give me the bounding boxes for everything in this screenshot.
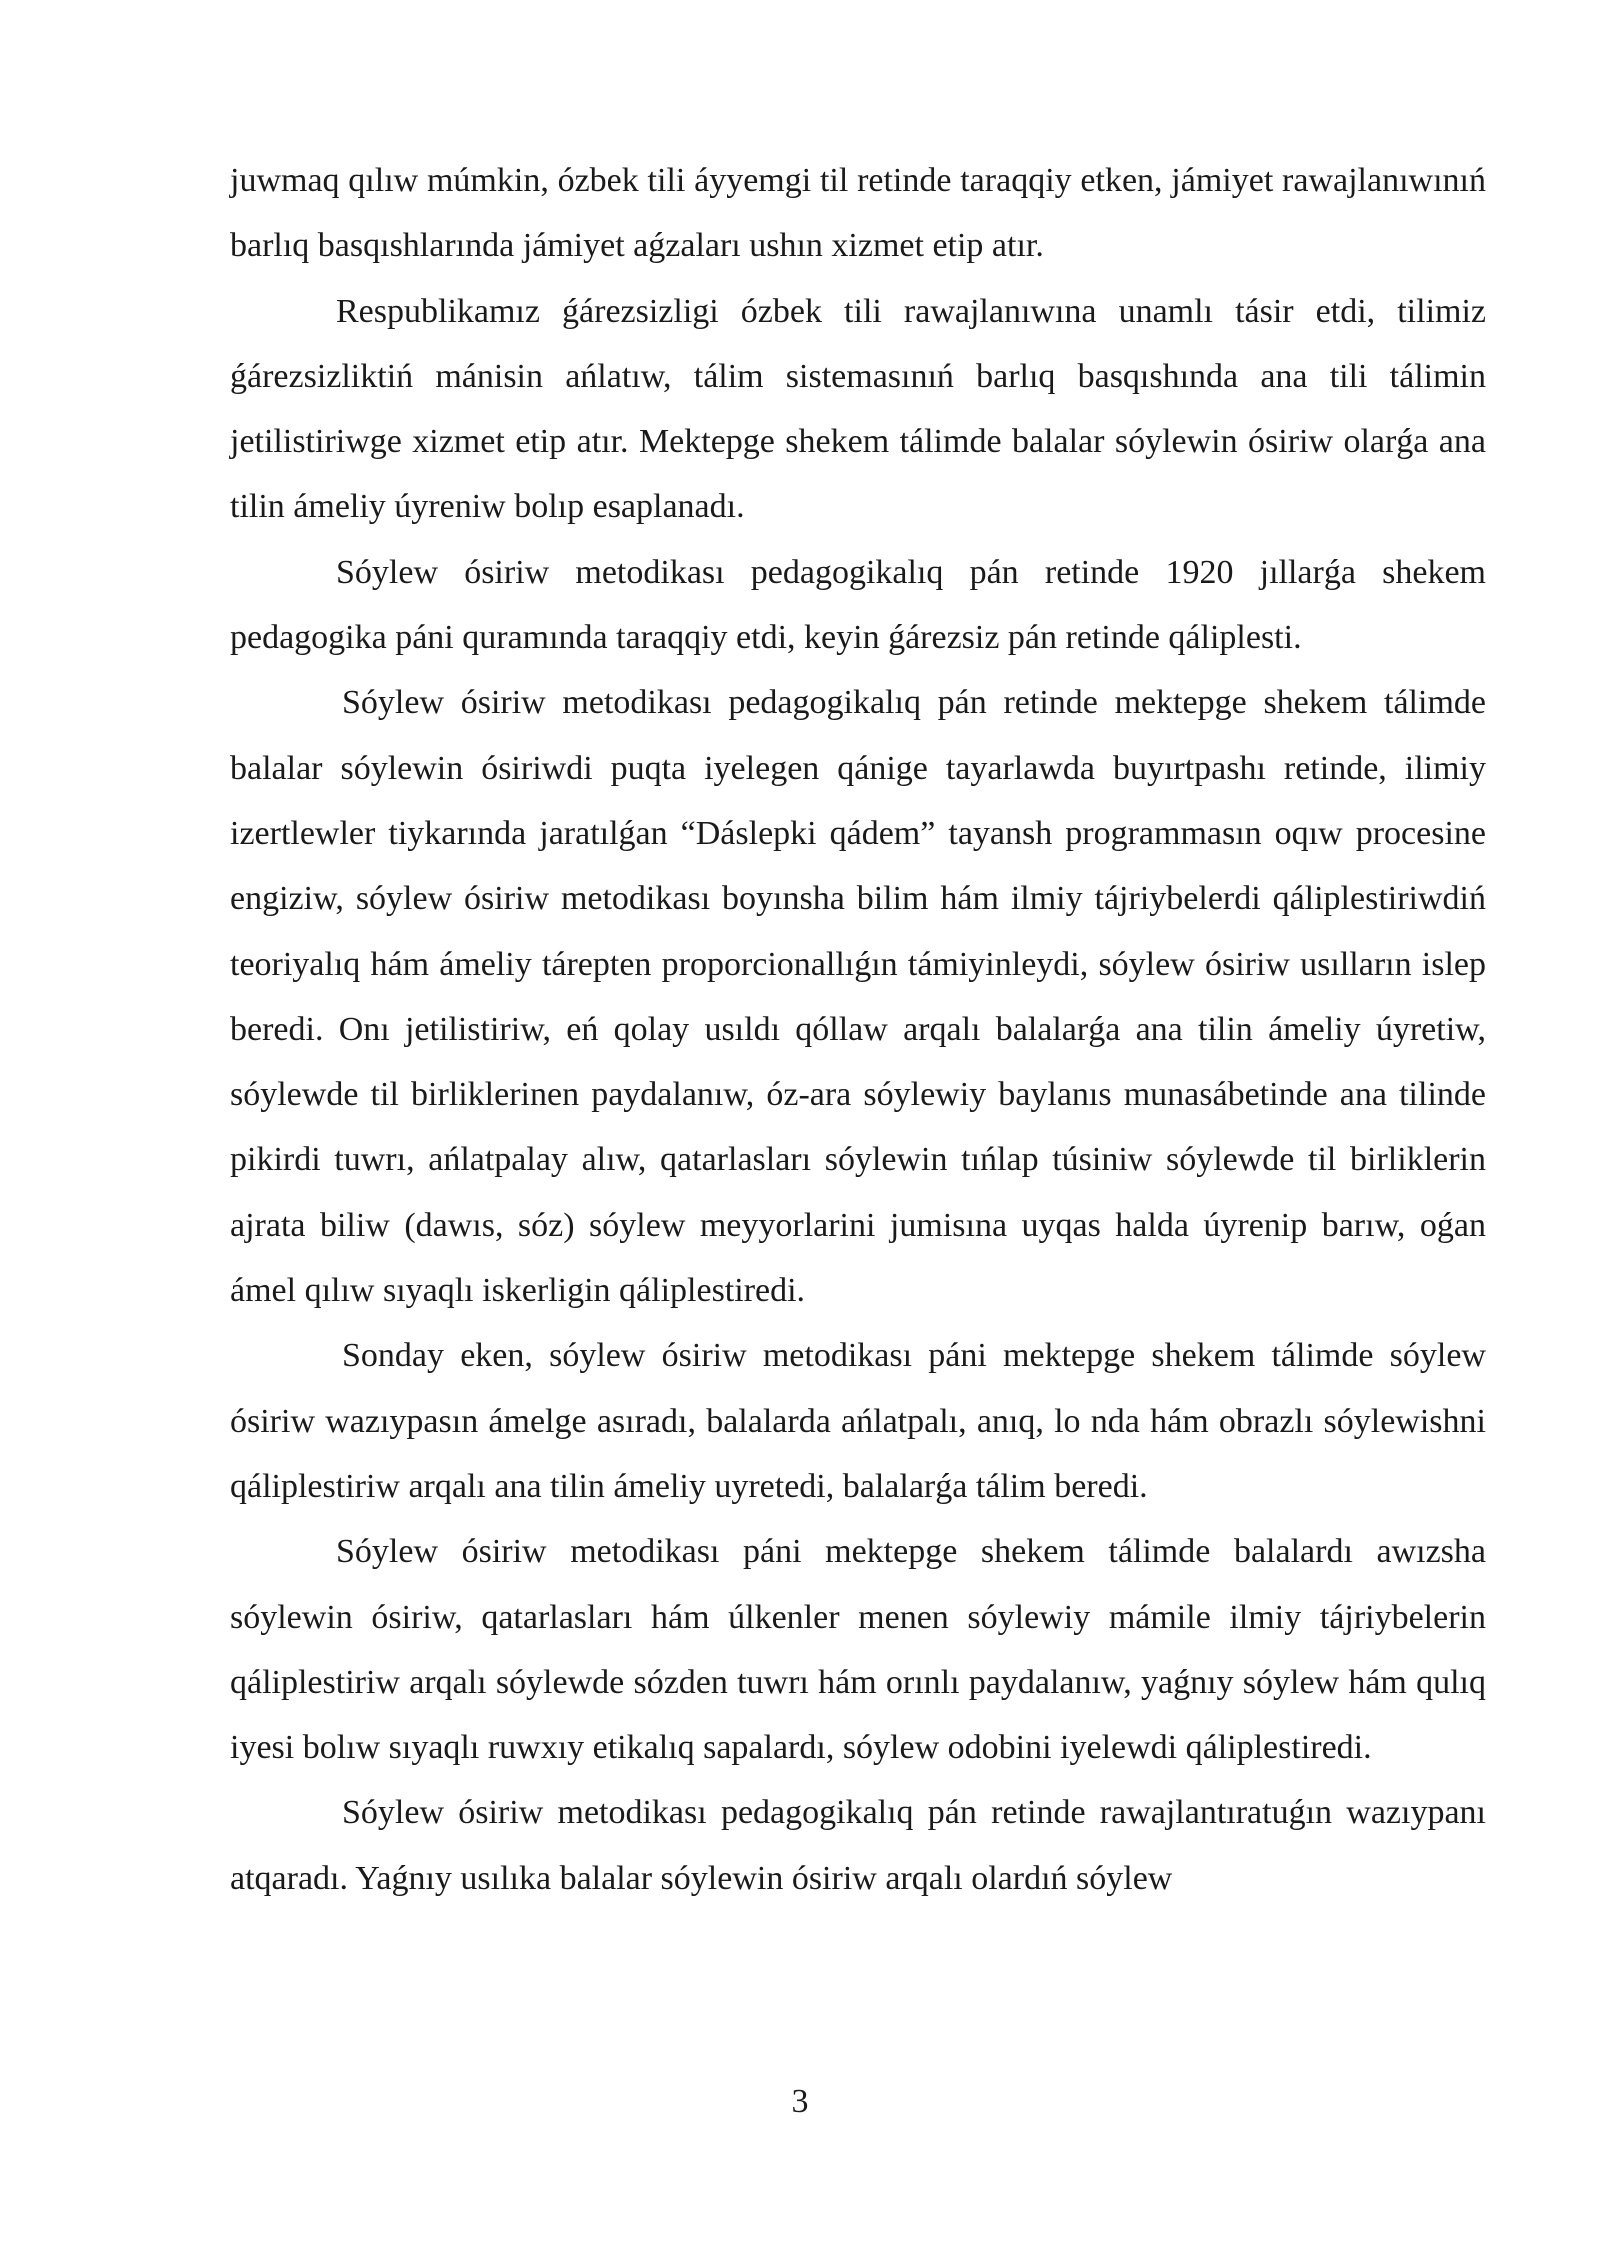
paragraph-7: Sóylew ósiriw metodikası pedagogikalıq pán retinde rawajlantıratuǵın wazıypanı atqaradı. Yaǵnıy usılıka balalar sóylewin ósiriw arqalı olardıń sóylew (230, 1794, 1486, 1897)
paragraph-6: Sóylew ósiriw metodikası páni mektepge shekem tálimde balalardı awızsha sóylewin ósiriw, qatarlasları hám úlkenler menen sóylewiy mámile ilmiy tájriybelerin qáliplestiriw arqalı sóylewde sózden tuwrı hám orınlı paydalanıw, yaǵnıy sóylew hám qulıq iyesi bolıw sıyaqlı ruwxıy etikalıq sapalardı, sóylew odobini iyelewdi qáliplestiredi. (230, 1533, 1486, 1767)
paragraph-2: Respublikamız ǵárezsizligi ózbek tili rawajlanıwına unamlı tásir etdi, tilimiz ǵárezsizliktiń mánisin ańlatıw, tálim sistemasınıń barlıq basqıshında ana tili tálimin jetilistiriwge xizmet etip atır. Mektepge shekem tálimde balalar sóylewin ósiriw olarǵa ana tilin ámeliy úyreniw bolıp esaplanadı. (230, 292, 1486, 526)
paragraph-4: Sóylew ósiriw metodikası pedagogikalıq pán retinde mektepge shekem tálimde balalar sóylewin ósiriwdi puqta iyelegen qánige tayarlawda buyırtpashı retinde, ilimiy izertlewler tiykarında jaratılǵan “Dáslepki qádem” tayansh programmasın oqıw procesine engiziw, sóylew ósiriw metodikası boyınsha bilim hám ilmiy tájriybelerdi qáliplestiriwdiń teoriyalıq hám ámeliy tárepten proporcionallıǵın támiyinleydi, sóylew ósiriw usılların islep beredi. Onı jetilistiriw, eń qolay usıldı qóllaw arqalı balalarǵa ana tilin ámeliy úyretiw, sóylewde til birliklerinen paydalanıw, óz-ara sóylewiy baylanıs munasábetinde ana tilinde pikirdi tuwrı, ańlatpalay alıw, qatarlasları sóylewin tıńlap túsiniw sóylewde til birliklerin ajrata biliw (dawıs, sóz) sóylew meyyorlarini jumisına uyqas halda úyrenip barıw, oǵan ámel qılıw sıyaqlı iskerligin qáliplestiredi. (230, 684, 1486, 1310)
paragraph-3: Sóylew ósiriw metodikası pedagogikalıq pán retinde 1920 jıllarǵa shekem pedagogika páni quramında taraqqiy etdi, keyin ǵárezsiz pán retinde qáliplesti. (230, 553, 1486, 657)
page-number: 3 (791, 2083, 809, 2120)
paragraph-1: juwmaq qılıw múmkin, ózbek tili áyyemgi til retinde taraqqiy etken, jámiyet rawajlanıwınıń barlıq basqıshlarında jámiyet aǵzaları ushın xizmet etip atır. (230, 162, 1486, 265)
document-body (230, 148, 1486, 1911)
paragraph-5: Sonday eken, sóylew ósiriw metodikası páni mektepge shekem tálimde sóylew ósiriw wazıypasın ámelge asıradı, balalarda ańlatpalı, anıq, lo nda hám obrazlı sóylewishni qáliplestiriw arqalı ana tilin ámeliy uyretedi, balalarǵa tálim beredi. (230, 1337, 1486, 1505)
